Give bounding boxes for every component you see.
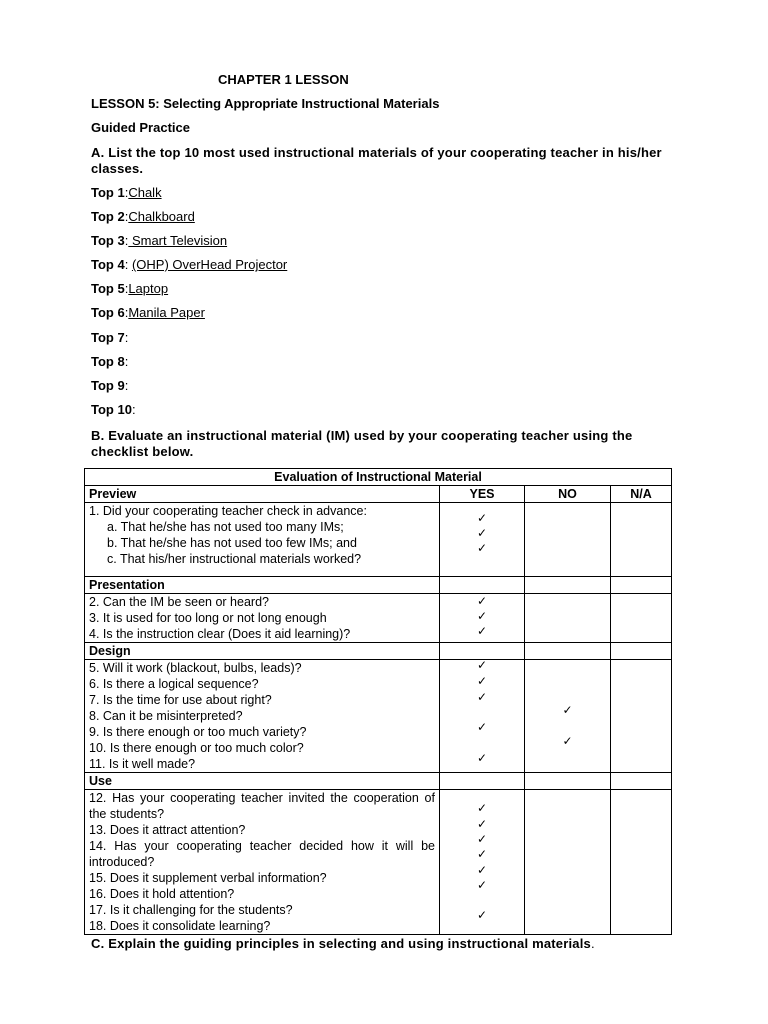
check-mark-icon: ✓ [476,674,488,688]
check-mark-icon: ✓ [476,863,488,877]
check-mark-icon: ✓ [476,908,488,922]
top-label: Top 3 [91,233,125,248]
presentation-yes-cell [440,594,525,643]
presentation-questions [85,594,440,643]
design-heading: Design [85,643,440,660]
check-mark-icon: ✓ [476,526,488,540]
design-yes-cell [440,660,525,773]
empty-cell [525,773,611,790]
question-8: 8. Can it be misinterpreted? [89,709,243,723]
use-no-cell [525,790,611,935]
evaluation-table [84,468,672,935]
check-mark-icon: ✓ [476,658,488,672]
check-mark-icon: ✓ [476,594,488,608]
question-1b: b. That he/she has not used too few IMs; and [107,536,357,550]
top-label: Top 8 [91,354,125,369]
check-mark-icon: ✓ [476,624,488,638]
top-sep: : [124,257,132,272]
check-mark-icon: ✓ [476,751,488,765]
section-c-period: . [590,936,595,951]
section-a-instruction: A. List the top 10 most used instructional materials of your cooperating teacher in his/her classes. [91,145,662,176]
top-value: Chalkboard [128,209,195,224]
check-mark-icon: ✓ [562,703,573,717]
question-17: 17. Is it challenging for the students? [89,903,293,917]
question-7: 7. Is the time for use about right? [89,693,272,707]
check-mark-icon: ✓ [476,541,488,555]
top-sep: : [124,233,129,248]
design-na-cell [611,660,672,773]
top-item-9 [91,378,128,393]
top-sep: : [124,354,129,369]
top-label: Top 6 [91,305,125,320]
check-mark-icon: ✓ [476,832,488,846]
top-item-10 [91,402,136,417]
na-header: N/A [611,486,672,503]
top-sep: : [124,378,129,393]
question-1: 1. Did your cooperating teacher check in advance: [89,504,367,518]
guided-practice-heading: Guided Practice [91,120,190,135]
top-value: Chalk [128,185,162,200]
top-label: Top 1 [91,185,125,200]
top-label: Top 9 [91,378,125,393]
check-mark-icon: ✓ [476,817,488,831]
design-no-cell [525,660,611,773]
check-mark-icon: ✓ [476,690,488,704]
top-item-4 [91,257,287,272]
empty-cell [611,773,672,790]
check-mark-icon: ✓ [476,511,488,525]
top-label: Top 7 [91,330,125,345]
check-mark-icon: ✓ [476,847,488,861]
lesson-heading [91,96,439,111]
top-value: Laptop [128,281,169,296]
use-na-cell [611,790,672,935]
preview-header: Preview [85,486,440,503]
top-label: Top 5 [91,281,125,296]
question-13: 13. Does it attract attention? [89,823,246,837]
empty-cell [525,577,611,594]
question-11: 11. Is it well made? [89,757,196,771]
section-c-instruction [91,936,595,951]
question-18: 18. Does it consolidate learning? [89,919,271,933]
check-mark-icon: ✓ [476,878,488,892]
presentation-heading: Presentation [85,577,440,594]
top-sep: : [124,209,129,224]
top-sep: : [124,185,129,200]
question-1a: a. That he/she has not used too many IMs; [107,520,344,534]
check-mark-icon: ✓ [476,801,488,815]
top-item-1 [91,185,162,200]
question-9: 9. Is there enough or too much variety? [89,725,307,739]
table-title: Evaluation of Instructional Material [85,469,672,486]
preview-questions [85,503,440,577]
question-1c: c. That his/her instructional materials worked? [107,552,362,566]
preview-na-cell [611,503,672,577]
question-12: 12. Has your cooperating teacher invited the cooperation of the students? [89,791,435,821]
top-value: (OHP) OverHead Projector [131,257,288,272]
top-label: Top 10 [91,402,132,417]
empty-cell [440,577,525,594]
empty-cell [440,643,525,660]
empty-cell [611,643,672,660]
question-2: 2. Can the IM be seen or heard? [89,595,269,609]
empty-cell [525,643,611,660]
lesson-title: : Selecting Appropriate Instructional Materials [155,96,440,111]
question-5: 5. Will it work (blackout, bulbs, leads)? [89,661,302,675]
design-questions [85,660,440,773]
question-4: 4. Is the instruction clear (Does it aid learning)? [89,627,351,641]
no-header: NO [525,486,611,503]
empty-cell [440,773,525,790]
preview-no-cell [525,503,611,577]
check-mark-icon: ✓ [476,720,488,734]
lesson-number: LESSON 5 [91,96,156,111]
top-sep: : [131,402,136,417]
top-item-3 [91,233,227,248]
section-b-instruction: B. Evaluate an instructional material (IM) used by your cooperating teacher using the checklist below. [91,428,633,459]
top-sep: : [124,305,129,320]
use-heading: Use [85,773,440,790]
check-mark-icon: ✓ [476,609,488,623]
preview-yes-cell [440,503,525,577]
top-item-6 [91,305,205,320]
question-16: 16. Does it hold attention? [89,887,235,901]
check-mark-icon: ✓ [562,734,573,748]
top-sep: : [124,330,129,345]
section-c-text: C. Explain the guiding principles in selecting and using instructional materials [91,936,591,951]
top-item-2 [91,209,195,224]
yes-header: YES [440,486,525,503]
top-label: Top 4 [91,257,125,272]
question-15: 15. Does it supplement verbal information? [89,871,327,885]
top-value: Smart Television [128,233,228,248]
top-sep: : [124,281,129,296]
top-item-8 [91,354,128,369]
empty-cell [611,577,672,594]
question-6: 6. Is there a logical sequence? [89,677,259,691]
use-yes-cell [440,790,525,935]
presentation-no-cell [525,594,611,643]
use-questions [85,790,440,935]
question-10: 10. Is there enough or too much color? [89,741,304,755]
top-item-7 [91,330,128,345]
question-3: 3. It is used for too long or not long enough [89,611,327,625]
top-item-5 [91,281,168,296]
top-label: Top 2 [91,209,125,224]
top-value: Manila Paper [128,305,205,320]
chapter-title: CHAPTER 1 LESSON [218,72,349,87]
question-14: 14. Has your cooperating teacher decided how it will be introduced? [89,839,435,869]
presentation-na-cell [611,594,672,643]
